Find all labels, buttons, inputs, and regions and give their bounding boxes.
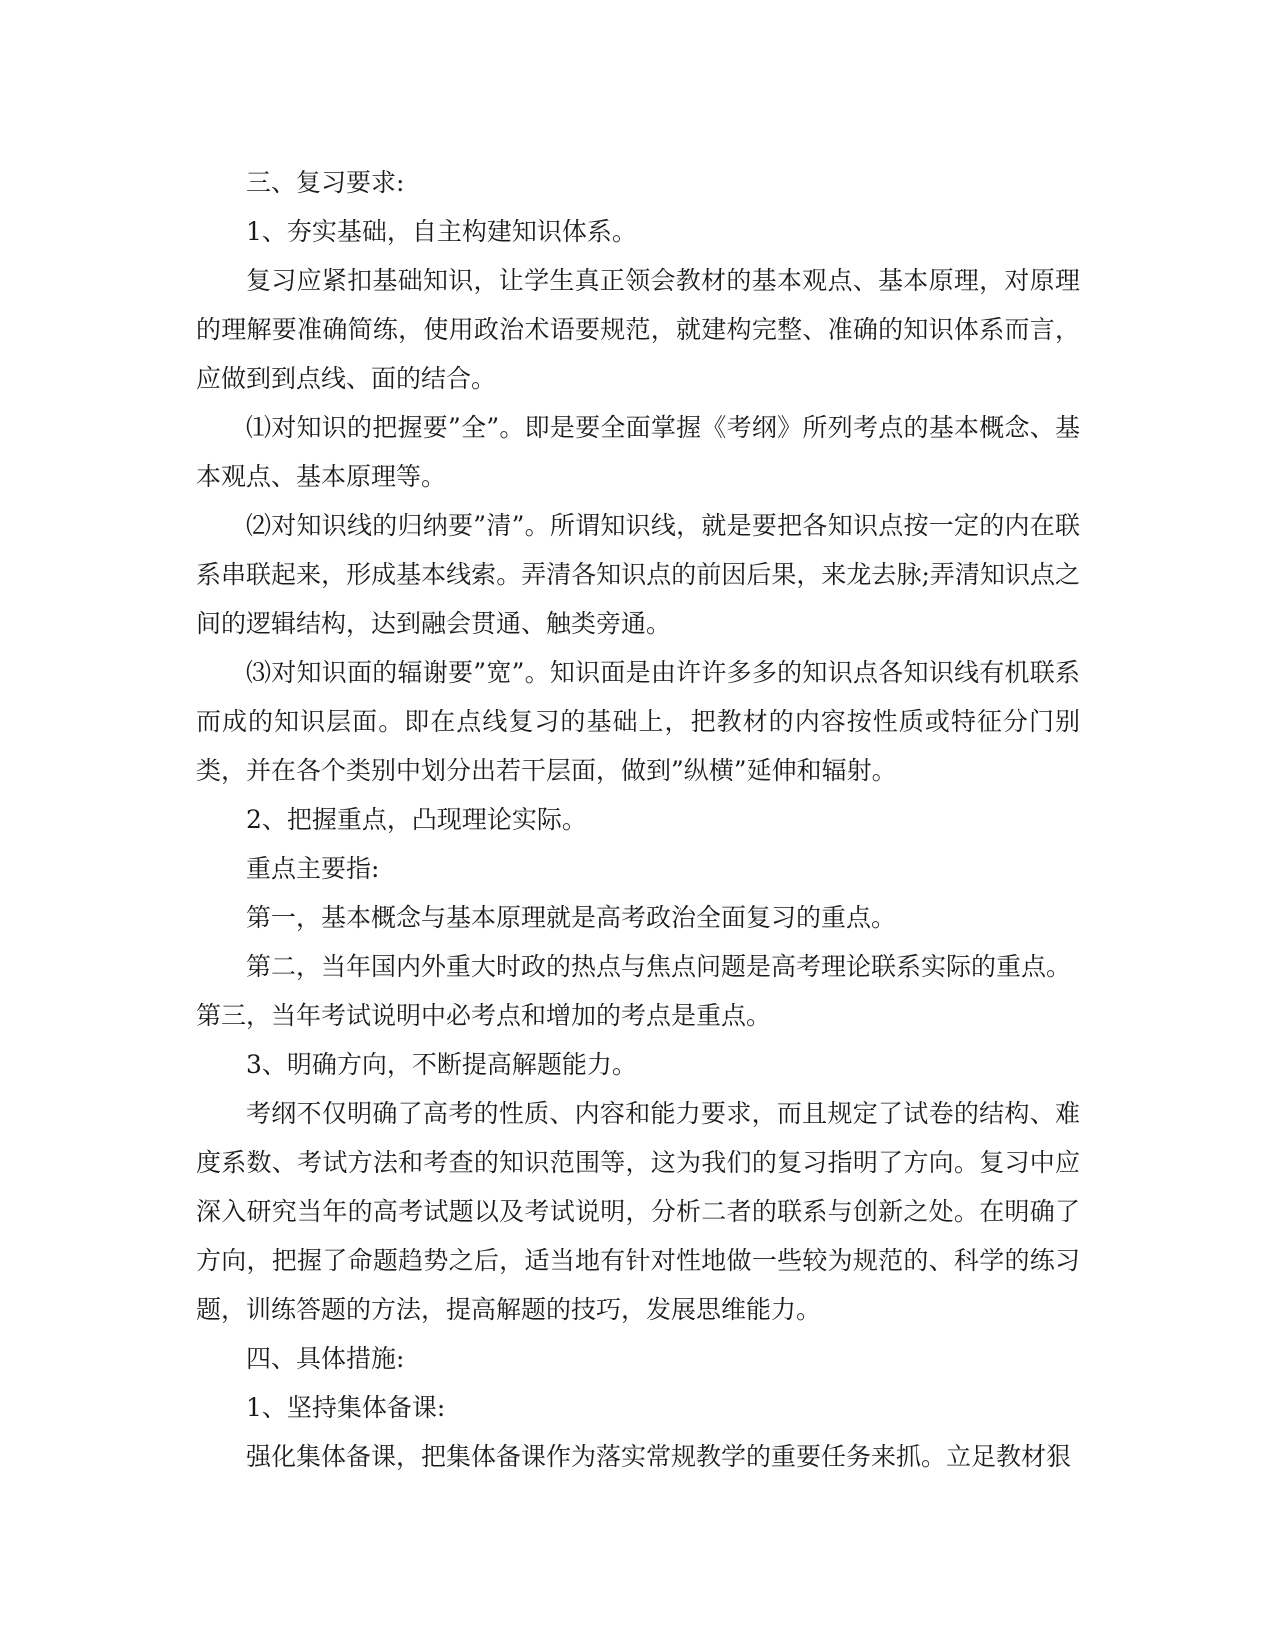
paragraph: 强化集体备课，把集体备课作为落实常规教学的重要任务来抓。立足教材狠 (246, 1442, 1072, 1471)
paragraph: ⑵对知识线的归纳要”清”。所谓知识线，就是要把各知识点按一定的内在联系串联起来，形成基本线索。弄清各知识点的前因后果，来龙去脉;弄清知识点之间的逻辑结构，达到融会贯通、触类旁通。 (196, 511, 1080, 638)
paragraph: 1、坚持集体备课: (246, 1393, 446, 1422)
paragraph: 第三，当年考试说明中必考点和增加的考点是重点。 (196, 1001, 772, 1030)
paragraph: ⑴对知识的把握要”全”。即是要全面掌握《考纲》所列考点的基本概念、基本观点、基本原理等。 (196, 413, 1080, 491)
paragraph: 三、复习要求: (246, 168, 405, 197)
paragraph: 3、明确方向，不断提高解题能力。 (246, 1050, 637, 1079)
paragraph: 第二，当年国内外重大时政的热点与焦点问题是高考理论联系实际的重点。 (246, 952, 1072, 981)
paragraph: 复习应紧扣基础知识，让学生真正领会教材的基本观点、基本原理，对原理的理解要准确简练，使用政治术语要规范，就建构完整、准确的知识体系而言，应做到到点线、面的结合。 (196, 266, 1080, 393)
paragraph: 考纲不仅明确了高考的性质、内容和能力要求，而且规定了试卷的结构、难度系数、考试方法和考查的知识范围等，这为我们的复习指明了方向。复习中应深入研究当年的高考试题以及考试说明，分析二者的联系与创新之处。在明确了方向，把握了命题趋势之后，适当地有针对性地做一些较为规范的、科学的练习题，训练答题的方法，提高解题的技巧，发展思维能力。 (196, 1099, 1080, 1324)
paragraph: 第一，基本概念与基本原理就是高考政治全面复习的重点。 (246, 903, 897, 932)
paragraph: 重点主要指: (246, 854, 380, 883)
paragraph: 1、夯实基础，自主构建知识体系。 (246, 217, 637, 246)
paragraph: 2、把握重点，凸现理论实际。 (246, 805, 587, 834)
paragraph: 四、具体措施: (246, 1344, 405, 1373)
paragraph: ⑶对知识面的辐谢要”宽”。知识面是由许许多多的知识点各知识线有机联系而成的知识层面。即在点线复习的基础上，把教材的内容按性质或特征分门别类，并在各个类别中划分出若干层面，做到”纵横”延伸和辐射。 (196, 658, 1080, 785)
document-body (196, 158, 1080, 1481)
